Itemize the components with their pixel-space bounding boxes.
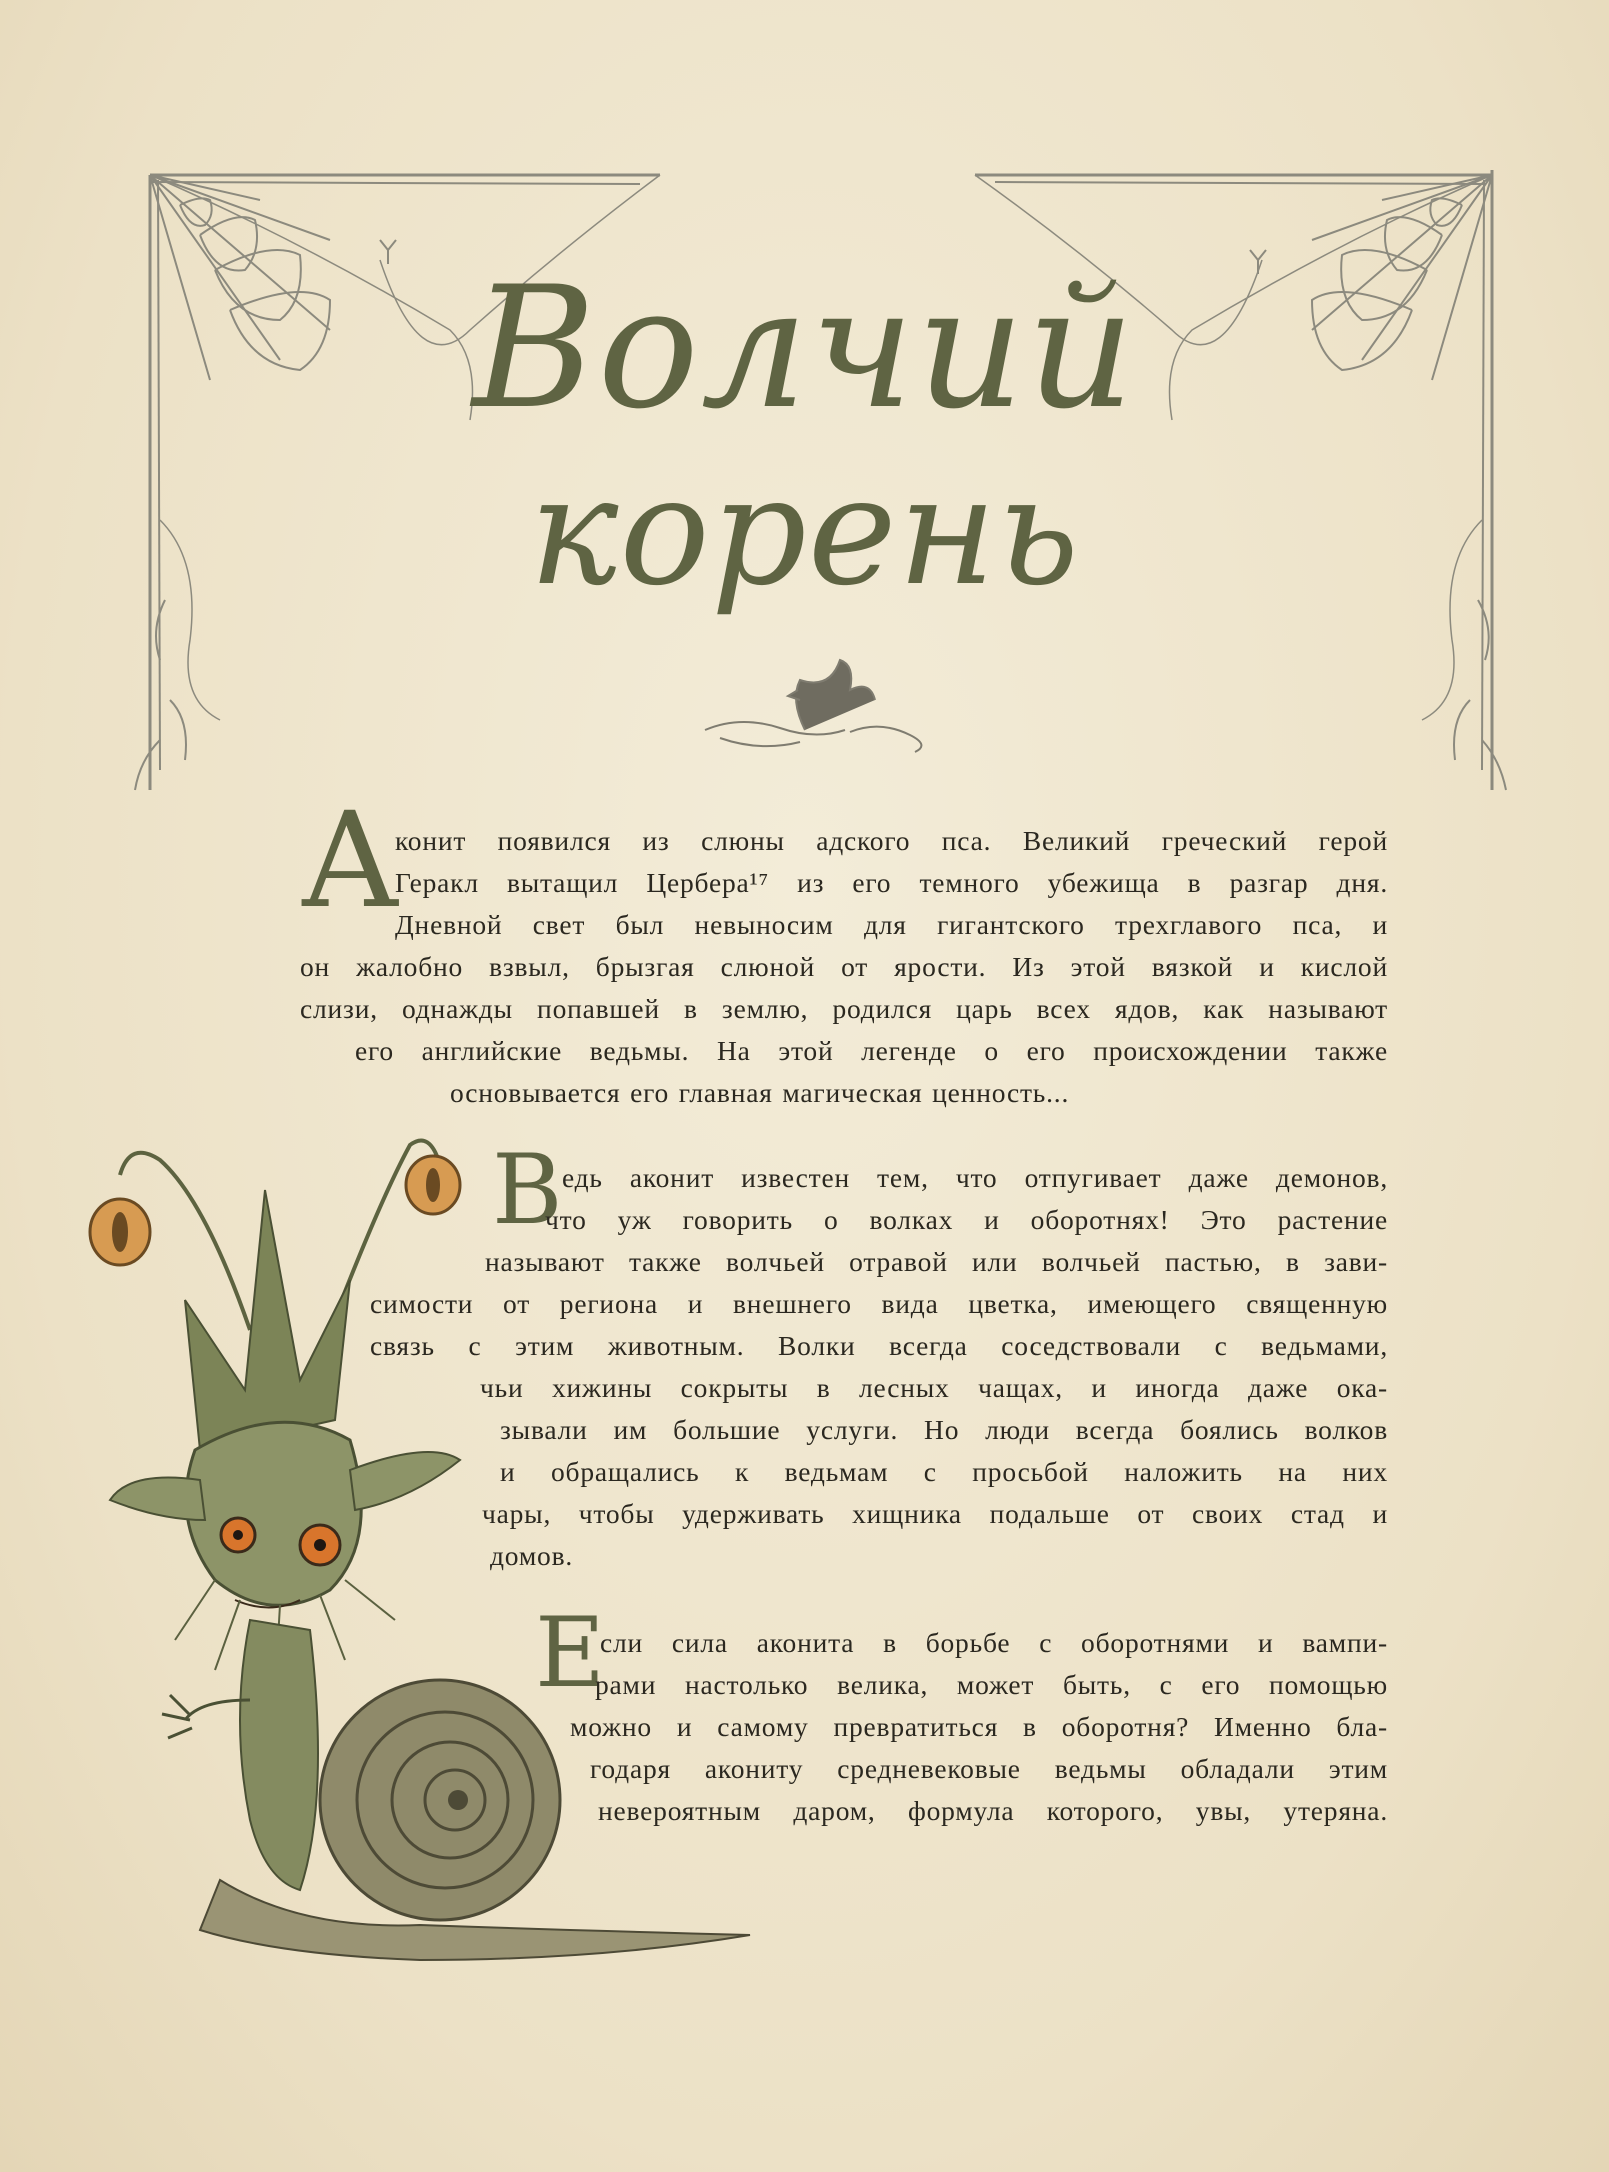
text-line: чьи хижины сокрыты в лесных чащах, и иногда даже ока-	[480, 1372, 1388, 1403]
text-line: и обращались к ведьмам с просьбой наложить на них	[500, 1456, 1388, 1487]
text-line: зывали им большие услуги. Но люди всегда боялись волков	[500, 1414, 1388, 1445]
text-line: невероятным даром, формула которого, увы, утеряна.	[598, 1795, 1388, 1826]
chapter-title-line-2: корень	[528, 445, 1081, 619]
text-line: основывается его главная магическая ценность...	[450, 1077, 1070, 1108]
text-line: он жалобно взвыл, брызгая слюной от ярости. Из этой вязкой и кислой	[300, 951, 1388, 982]
text-line: связь с этим животным. Волки всегда соседствовали с ведьмами,	[370, 1330, 1388, 1361]
dropcap-1: А	[300, 784, 400, 938]
text-line: Геракл вытащил Цербера¹⁷ из его темного убежища в разгар дня.	[395, 867, 1388, 898]
raven-flourish-icon	[705, 660, 921, 752]
text-line: рами настолько велика, может быть, с его помощью	[595, 1669, 1388, 1700]
text-line: его английские ведьмы. На этой легенде о его происхождении также	[355, 1035, 1388, 1066]
text-line: можно и самому превратиться в оборотня? Именно бла-	[570, 1711, 1388, 1742]
text-line: называют также волчьей отравой или волчьей пастью, в зави-	[485, 1246, 1388, 1277]
text-line: Дневной свет был невыносим для гигантского трехглавого пса, и	[395, 909, 1388, 940]
text-line: сли сила аконита в борьбе с оборотнями и вампи-	[600, 1627, 1388, 1658]
text-line: чары, чтобы удерживать хищника подальше от своих стад и	[482, 1498, 1388, 1529]
text-line: что уж говорить о волках и оборотнях! Это растение	[545, 1204, 1388, 1235]
text-line: домов.	[490, 1540, 574, 1571]
chapter-title-line-1: Волчий	[472, 250, 1137, 446]
dropcap-3: Е	[535, 1597, 606, 1709]
paragraph-1	[300, 820, 1388, 1114]
paragraph-3	[560, 1622, 1388, 1832]
text-line: симости от региона и внешнего вида цветка, имеющего священную	[370, 1288, 1388, 1319]
paragraph-2	[370, 1157, 1388, 1577]
text-line: слизи, однажды попавшей в землю, родился царь всех ядов, как называют	[300, 993, 1388, 1024]
text-line: едь аконит известен тем, что отпугивает даже демонов,	[562, 1162, 1388, 1193]
text-line: конит появился из слюны адского пса. Великий греческий герой	[395, 825, 1388, 856]
dropcap-2: В	[492, 1134, 563, 1246]
text-line: годаря акониту средневековые ведьмы обладали этим	[590, 1753, 1388, 1784]
